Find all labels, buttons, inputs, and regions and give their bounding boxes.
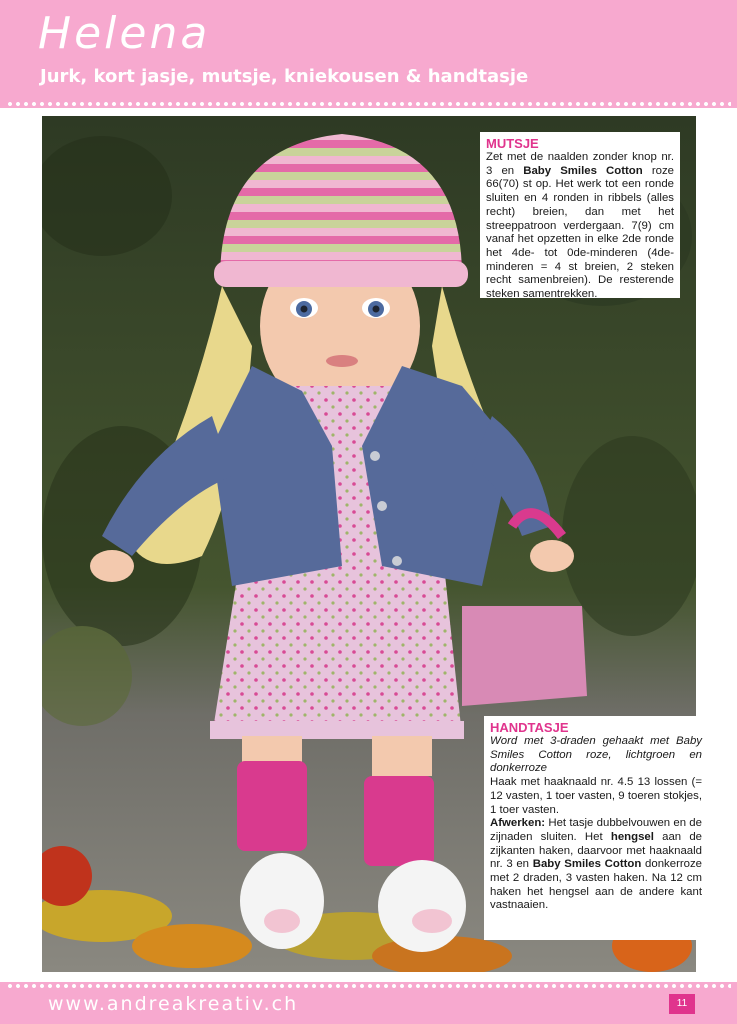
page-title: Helena	[38, 8, 211, 59]
page-header	[0, 0, 737, 100]
handtasje-afwerken-label: Afwerken:	[490, 817, 546, 830]
dotted-divider-top	[6, 101, 731, 107]
page-number: 11	[669, 994, 695, 1014]
mutsje-yarn: Baby Smiles Cotton	[523, 164, 643, 177]
handtasje-yarn: Baby Smiles Cotton	[532, 858, 642, 871]
handtasje-text-2c: donkerroze met 2 draden, 3 vasten haken. Na 12 cm haken het hengsel aan de andere kant vastnaaien.	[490, 858, 703, 912]
page-subtitle: Jurk, kort jasje, mutsje, kniekousen & handtasje	[40, 66, 529, 87]
handtasje-intro: Word met 3-draden gehaakt met Baby Smiles Cotton roze, lichtgroen en donkerroze	[490, 735, 702, 775]
mutsje-heading: MUTSJE	[486, 136, 539, 151]
handtasje-text-1: Haak met haaknaald nr. 4.5 13 lossen (= 12 vasten, 1 toer vasten, 9 toeren stokjes, 1 toer vasten.	[490, 776, 702, 816]
mutsje-text-2: roze 66(70) st op. Het werk tot een ronde sluiten en 4 ronden in ribbels (alles recht) breien, dan met het streeppatroon verdergaan. 7(9) cm vanaf het opzetten in elke 2de ronde het 4de- tot 0de-minderen (4de- minderen = 4 st breien, 2 steken recht samenbreien). De resterende steken samentrekken.	[486, 164, 674, 301]
mutsje-text-1: Zet met de naalden zonder knop nr. 3 en	[486, 151, 674, 177]
handtasje-heading: HANDTASJE	[490, 720, 569, 735]
dotted-divider-bottom	[6, 983, 731, 989]
handtasje-hengsel: hengsel	[610, 830, 654, 843]
handtasje-textbox	[484, 716, 708, 940]
handtasje-text-2b: aan de zijkanten haken, daarvoor met haaknaald nr. 3 en	[490, 830, 702, 871]
handtasje-text-2a: Het tasje dubbelvouwen en de zijnaden sluiten. Het	[490, 817, 702, 843]
mutsje-textbox	[480, 132, 680, 301]
footer-url: www.andreakreativ.ch	[48, 993, 299, 1015]
